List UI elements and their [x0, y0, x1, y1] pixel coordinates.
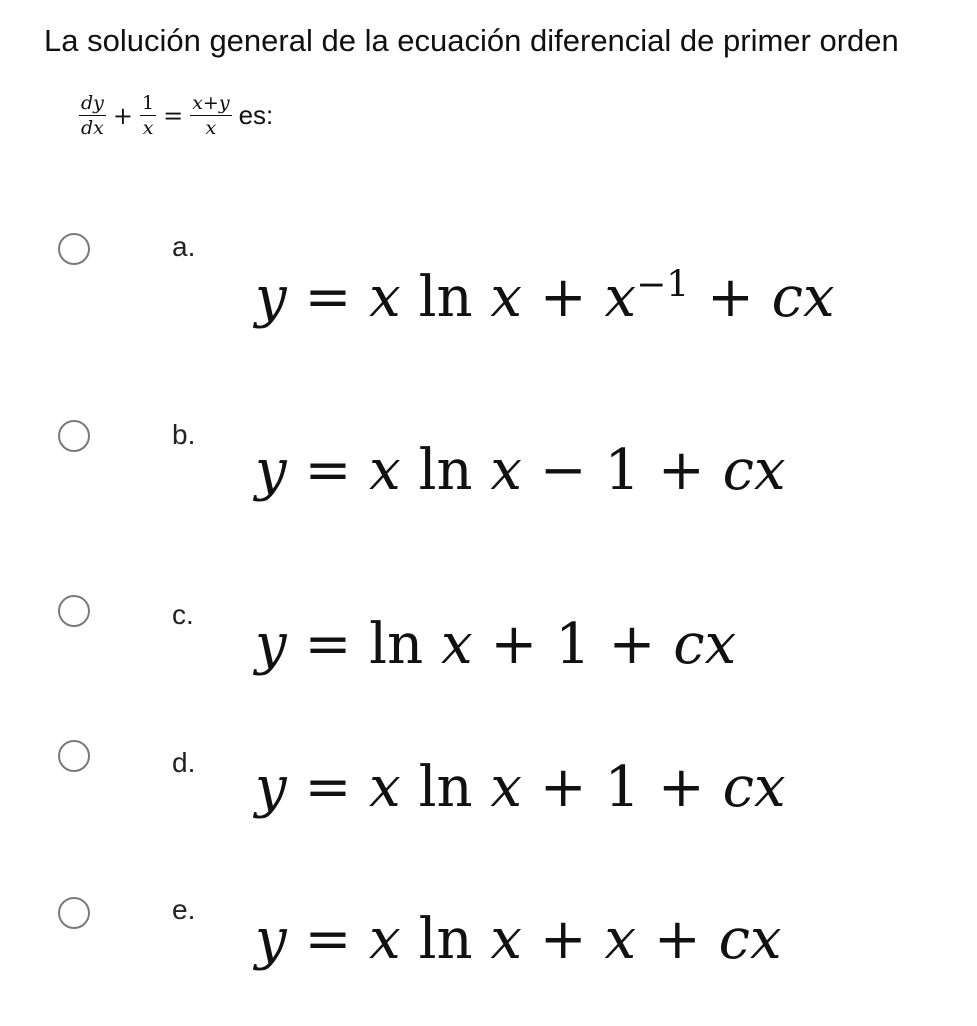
- fraction-dy-dx: $\frac{dy}{dx}$: [81, 92, 104, 139]
- option-b[interactable]: [0, 405, 977, 545]
- option-c[interactable]: [0, 579, 977, 719]
- option-d[interactable]: [0, 725, 977, 865]
- radio-option-a[interactable]: [58, 233, 90, 265]
- formula-option-e: y = x ln x + x + cx: [255, 907, 782, 972]
- option-e[interactable]: [0, 880, 977, 1020]
- question-block: [44, 22, 969, 138]
- radio-option-e[interactable]: [58, 897, 90, 929]
- option-letter-d: d.: [172, 747, 196, 778]
- option-letter-a: a.: [172, 231, 196, 262]
- fraction-xy-x: $\frac{x+y}{x}$: [192, 92, 230, 139]
- formula-option-c: y = ln x + 1 + cx: [255, 612, 737, 677]
- question-text: La solución general de la ecuación diferencial de primer orden: [44, 23, 899, 58]
- option-letter-e: e.: [172, 894, 196, 925]
- question-equation: [76, 93, 969, 138]
- option-a[interactable]: [0, 222, 977, 362]
- radio-option-d[interactable]: [58, 740, 90, 772]
- question-suffix: es:: [238, 100, 274, 130]
- formula-option-a: y = x $\ln x + x^{-1}$ + cx: [255, 264, 835, 330]
- fraction-1-x: $\frac{1}{x}$: [142, 92, 155, 139]
- plus-sign: +: [112, 101, 134, 130]
- option-letter-c: c.: [172, 599, 194, 630]
- formula-option-d: y = x ln x + 1 + cx: [255, 755, 786, 820]
- radio-option-b[interactable]: [58, 420, 90, 452]
- radio-option-c[interactable]: [58, 595, 90, 627]
- option-letter-b: b.: [172, 419, 196, 450]
- equals-sign: =: [163, 101, 184, 130]
- formula-option-b: y = x ln x − 1 + cx: [255, 438, 786, 503]
